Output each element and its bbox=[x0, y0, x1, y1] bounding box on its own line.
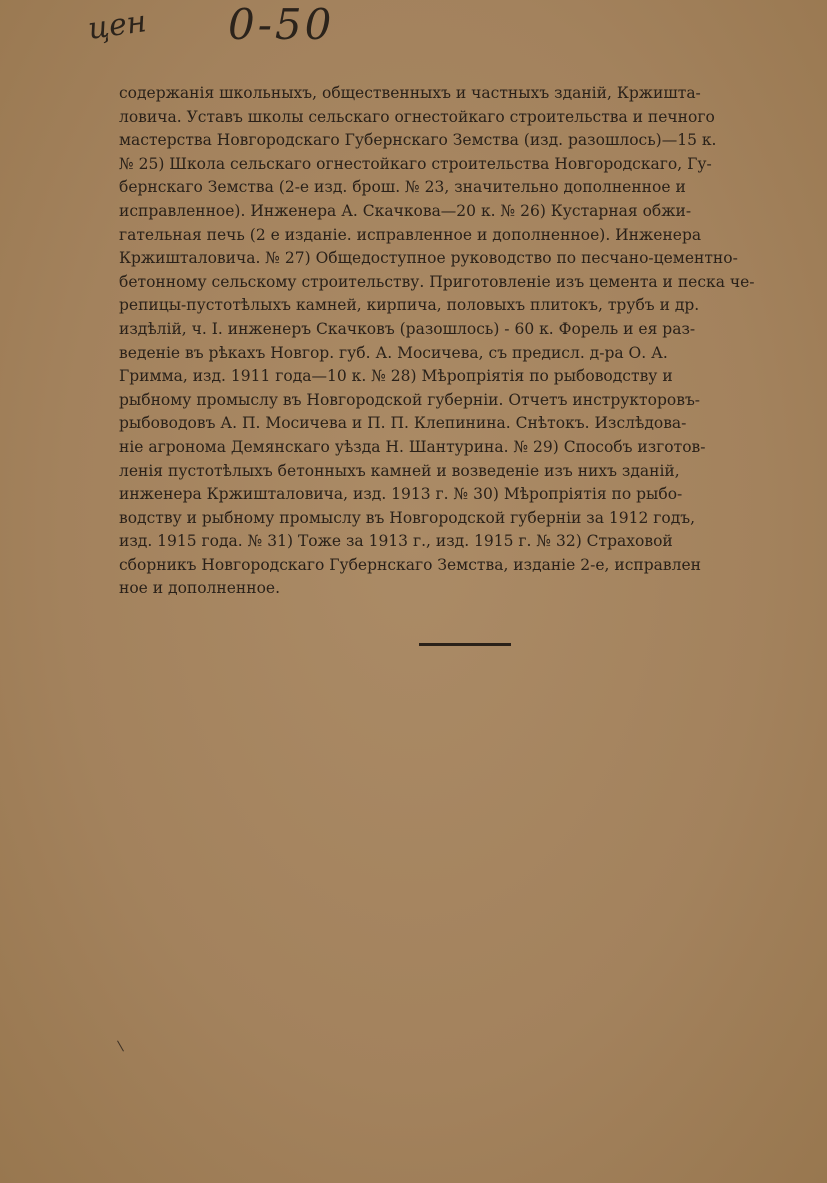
handwritten-label: цен bbox=[85, 4, 149, 47]
text-line: изд. 1915 года. № 31) Тоже за 1913 г., изд. 1915 г. № 32) Страховой bbox=[119, 532, 673, 551]
text-line: Кржишталовича. № 27) Общедоступное руководство по песчано-цементно- bbox=[119, 249, 738, 268]
text-line: ленія пустотѣлыхъ бетонныхъ камней и возведеніе изъ нихъ зданій, bbox=[119, 461, 680, 480]
text-line: веденіе въ рѣкахъ Новгор. губ. А. Мосичева, съ предисл. д-ра О. А. bbox=[119, 343, 668, 362]
text-line: содержанія школьныхъ, общественныхъ и частныхъ зданій, Кржишта- bbox=[119, 84, 701, 102]
text-line: № 25) Школа сельскаго огнестойкаго строительства Новгородскаго, Гу- bbox=[119, 154, 712, 173]
text-line: ное и дополненное. bbox=[119, 579, 281, 598]
text-line: инженера Кржишталовича, изд. 1913 г. № 30) Мѣропріятія по рыбо- bbox=[119, 485, 683, 504]
text-line: издѣлій, ч. I. инженеръ Скачковъ (разошлось) - 60 к. Форель и ея раз- bbox=[119, 319, 696, 338]
text-line: исправленное). Инженера А. Скачкова—20 к. № 26) Кустарная обжи- bbox=[119, 201, 692, 220]
text-line: бернскаго Земства (2-е изд. брош. № 23, значительно дополненное и bbox=[119, 178, 686, 197]
text-line: рыбоводовъ А. П. Мосичева и П. П. Клепинина. Снѣтокъ. Изслѣдова- bbox=[119, 414, 687, 433]
margin-mark bbox=[117, 1041, 124, 1052]
text-line: ловича. Уставъ школы сельскаго огнестойкаго строительства и печного bbox=[119, 107, 715, 126]
text-line: репицы-пустотѣлыхъ камней, кирпича, половыхъ плитокъ, трубъ и др. bbox=[119, 296, 700, 315]
section-divider bbox=[419, 643, 511, 646]
text-line: ніе агронома Демянскаго уѣзда Н. Шантурина. № 29) Способъ изготов- bbox=[119, 437, 706, 456]
handwritten-price: 0-50 bbox=[228, 0, 335, 49]
text-line: гательная печь (2 е изданіе. исправленное и дополненное). Инженера bbox=[119, 225, 702, 244]
text-line: рыбному промыслу въ Новгородской губерніи. Отчетъ инструкторовъ- bbox=[119, 390, 701, 409]
body-text bbox=[119, 82, 823, 601]
text-line: мастерства Новгородскаго Губернскаго Земства (изд. разошлось)—15 к. bbox=[119, 131, 717, 150]
text-line: водству и рыбному промыслу въ Новгородской губерніи за 1912 годъ, bbox=[119, 508, 696, 527]
text-line: Гримма, изд. 1911 года—10 к. № 28) Мѣропріятія по рыбоводству и bbox=[119, 367, 673, 386]
text-line: сборникъ Новгородскаго Губернскаго Земства, изданіе 2-е, исправлен bbox=[119, 555, 701, 574]
text-line: бетонному сельскому строительству. Приготовленіе изъ цемента и песка че- bbox=[119, 272, 755, 291]
